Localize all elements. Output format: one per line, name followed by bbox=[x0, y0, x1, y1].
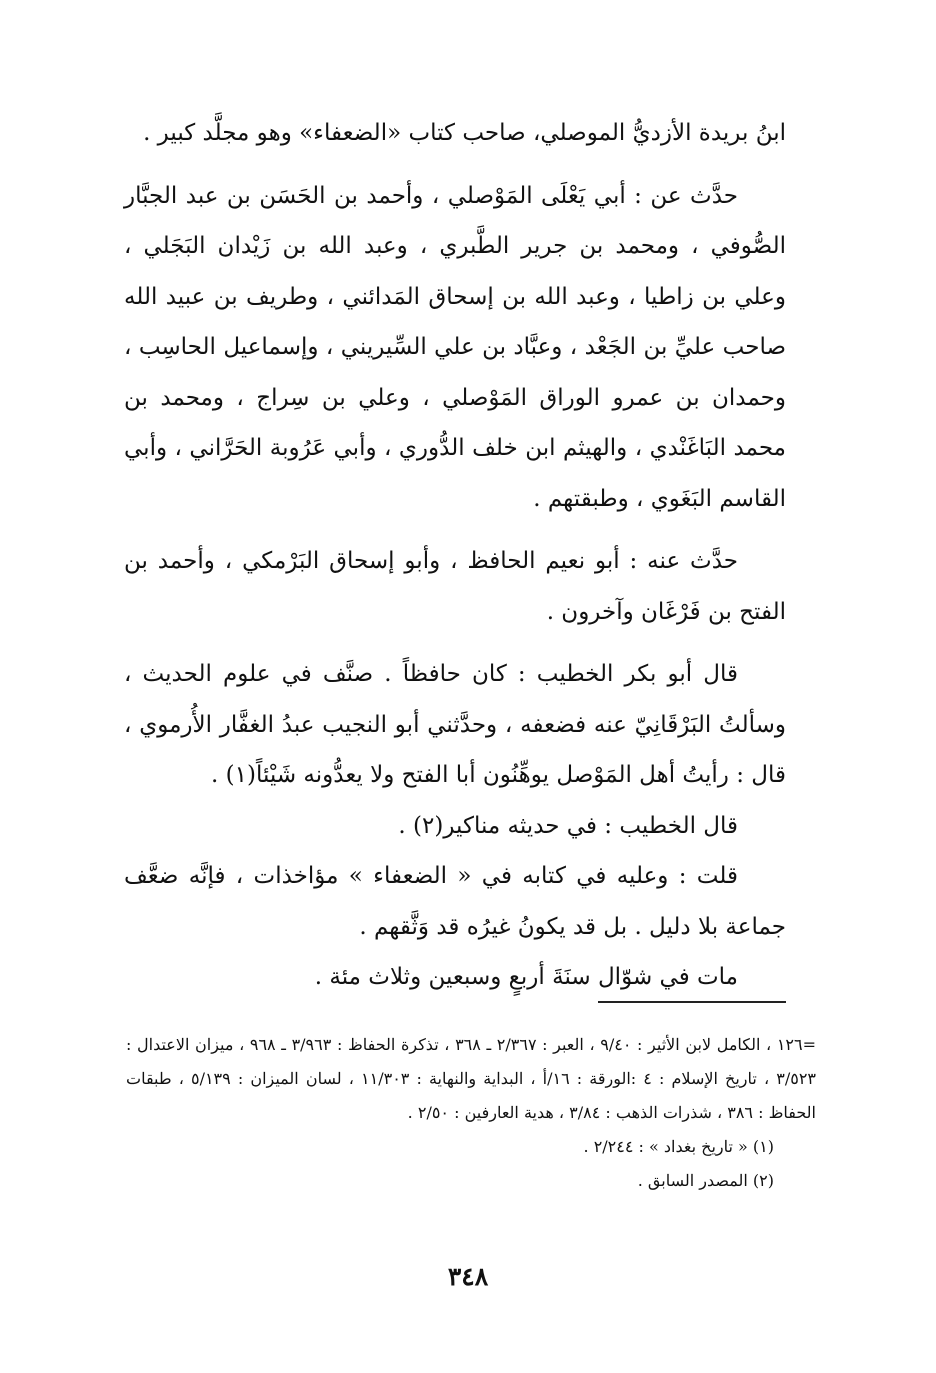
paragraph-teachers: حدَّث عن : أبي يَعْلَى المَوْصلي ، وأحمد بن الحَسَن بن عبد الجبَّار الصُّوفي ، ومحمد بن جرير الطَّبري ، وعبد الله بن زَيْدان البَجَلي ، وعلي بن زاطيا ، وعبد الله بن إسحاق المَدائني ، وطريف بن عبيد الله صاحب عليِّ بن الجَعْد ، وعبَّاد بن علي السِّيريني ، وإسماعيل الحاسِب ، وحمدان بن عمرو الوراق المَوْصلي ، وعلي بن سِراج ، ومحمد بن محمد البَاغَنْدي ، والهيثم ابن خلف الدُّوري ، وأبي عَرُوبة الحَرَّاني ، وأبي القاسم البَغَوي ، وطبقتهم . bbox=[124, 182, 786, 512]
footnote-continuation: =١٢٦ ، الكامل لابن الأثير : ٩/٤٠ ، العبر : ٢/٣٦٧ ـ ٣٦٨ ، تذكرة الحفاظ : ٣/٩٦٣ ـ ٩٦٨ ، ميزان الاعتدال : ٣/٥٢٣ ، تاريخ الإسلام : ٤ :الورقة : ١٦/أ ، البداية والنهاية : ١١/٣٠٣ ، لسان الميزان : ٥/١٣٩ ، طبقات الحفاظ : ٣٨٦ ، شذرات الذهب : ٣/٨٤ ، هدية العارفين : ٢/٥٠ . bbox=[126, 1035, 817, 1122]
paragraph-students: حدَّث عنه : أبو نعيم الحافظ ، وأبو إسحاق البَرْمكي ، وأحمد بن الفتح بن فَرْغَان وآخرون . bbox=[124, 548, 786, 625]
paragraph-khatib-quote: قال أبو بكر الخطيب : كان حافظاً . صنَّف في علوم الحديث ، وسألتُ البَرْقَانِيّ عنه فضعفه ، وحدَّثني أبو النجيب عبدُ الغفَّار الأُرموي ، قال : رأيتُ أهل المَوْصل يوهِّنُون أبا الفتح ولا يعدُّونه شَيْئاً(١) . bbox=[124, 661, 786, 788]
paragraph-death: مات في شوّال سنَةَ أربعٍ وسبعين وثلاث مئة . bbox=[314, 964, 738, 990]
main-text bbox=[124, 108, 786, 1003]
footnote-2: (٢) المصدر السابق . bbox=[637, 1171, 774, 1190]
footnote-separator bbox=[598, 1001, 786, 1003]
paragraph-khatib-note: قال الخطيب : في حديثه مناكير(٢) . bbox=[398, 812, 738, 839]
paragraph-author-comment: قلت : وعليه في كتابه في « الضعفاء » مؤاخذات ، فإنَّه ضعَّف جماعة بلا دليل . بل قد يكونُ غيرُه قد وَثَّقهم . bbox=[124, 863, 786, 940]
footnote-1: (١) « تاريخ بغداد » : ٢/٢٤٤ . bbox=[583, 1137, 774, 1156]
footnotes bbox=[126, 1028, 816, 1198]
paragraph-intro: ابنُ بريدة الأزديُّ الموصلي، صاحب كتاب «الضعفاء» وهو مجلَّد كبير . bbox=[143, 120, 786, 146]
page-number: ٣٤٨ bbox=[447, 1262, 489, 1291]
